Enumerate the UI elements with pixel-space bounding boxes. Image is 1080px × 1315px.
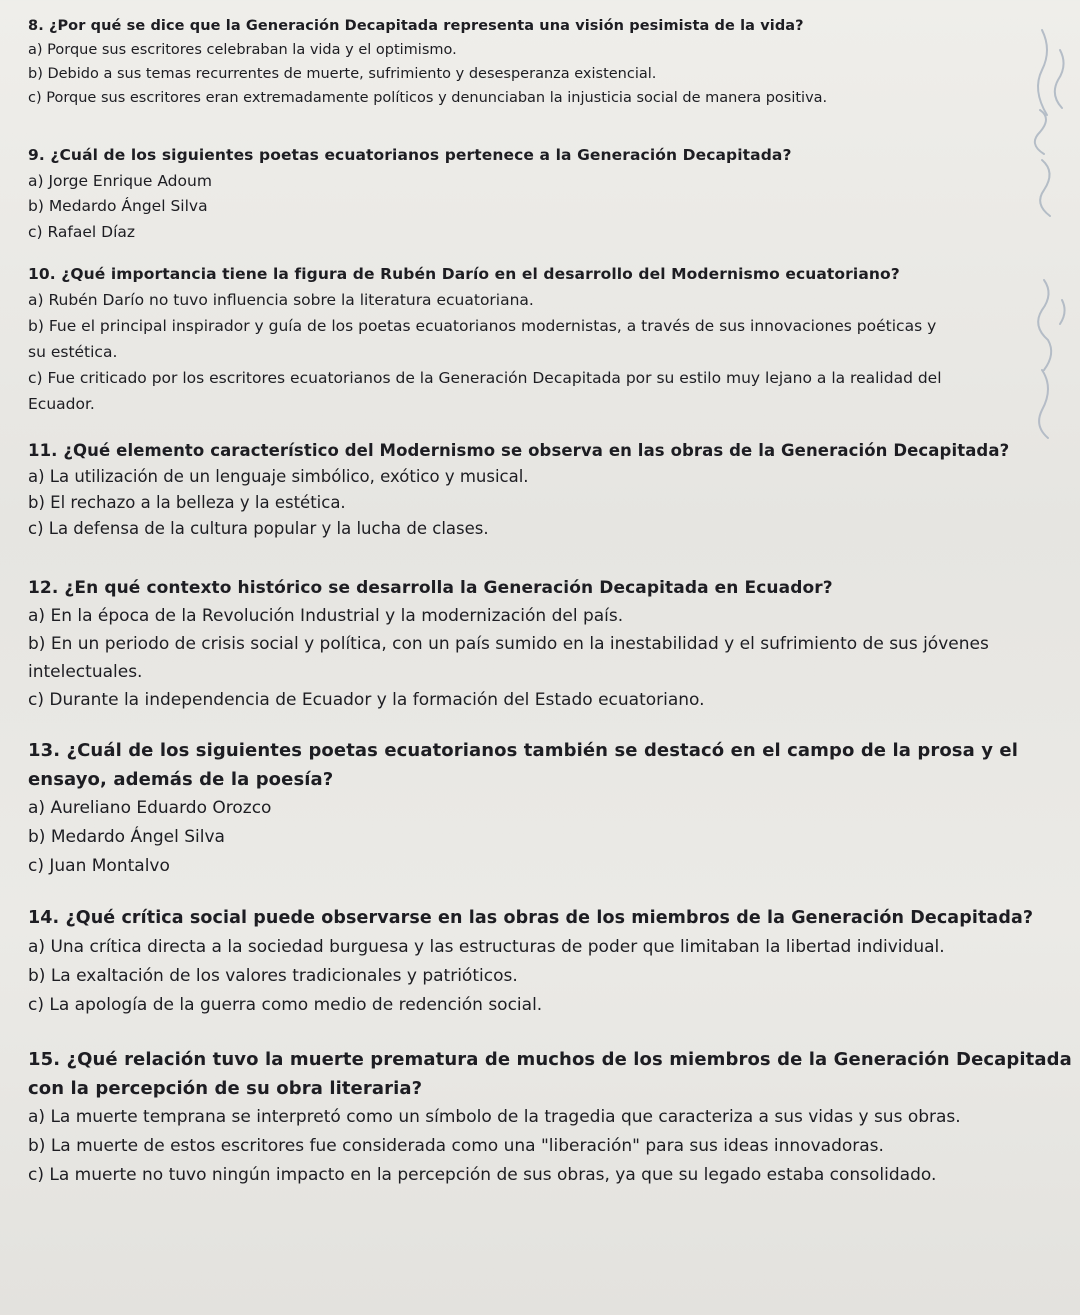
option-b: b) El rechazo a la belleza y la estética. <box>28 493 346 512</box>
option-a: a) En la época de la Revolución Industrial y la modernización del país. <box>28 606 624 626</box>
question-15 <box>28 1045 1073 1190</box>
option-a: a) Una crítica directa a la sociedad burguesa y las estructuras de poder que limitaban la libertad individual. <box>28 937 945 957</box>
question-title: 8. ¿Por qué se dice que la Generación Decapitada representa una visión pesimista de la vida? <box>28 18 804 34</box>
option-c: c) Rafael Díaz <box>28 222 136 241</box>
question-14 <box>28 904 1058 1020</box>
question-8 <box>28 14 1058 110</box>
option-b: b) Medardo Ángel Silva <box>28 197 208 215</box>
option-a: a) La utilización de un lenguaje simbólico, exótico y musical. <box>28 467 529 486</box>
question-title: 9. ¿Cuál de los siguientes poetas ecuatorianos pertenece a la Generación Decapitada? <box>28 146 792 164</box>
question-title: 14. ¿Qué crítica social puede observarse en las obras de los miembros de la Generación Decapitada? <box>28 908 1034 928</box>
question-title: 12. ¿En qué contexto histórico se desarrolla la Generación Decapitada en Ecuador? <box>28 578 833 598</box>
option-b: b) La exaltación de los valores tradicionales y patrióticos. <box>28 966 518 986</box>
option-b: b) Debido a sus temas recurrentes de muerte, sufrimiento y desesperanza existencial. <box>28 66 657 82</box>
question-title: 11. ¿Qué elemento característico del Modernismo se observa en las obras de la Generación Decapitada? <box>28 441 1010 460</box>
option-b: b) La muerte de estos escritores fue considerada como una "liberación" para sus ideas innovadoras. <box>28 1136 884 1156</box>
option-a: a) Aureliano Eduardo Orozco <box>28 798 272 818</box>
handwritten-margin-notes <box>1012 20 1080 440</box>
option-c: c) La apología de la guerra como medio de redención social. <box>28 995 543 1015</box>
option-c: c) Porque sus escritores eran extremadamente políticos y denunciaban la injusticia social de manera positiva. <box>28 90 828 106</box>
option-c: c) La muerte no tuvo ningún impacto en la percepción de sus obras, ya que su legado estaba consolidado. <box>28 1165 937 1185</box>
option-a: a) Porque sus escritores celebraban la vida y el optimismo. <box>28 42 457 58</box>
question-title: 13. ¿Cuál de los siguientes poetas ecuatorianos también se destacó en el campo de la prosa y el ensayo, además de la poesía? <box>28 740 1018 790</box>
option-a: a) La muerte temprana se interpretó como un símbolo de la tragedia que caracteriza a sus vidas y sus obras. <box>28 1107 961 1127</box>
option-b: b) En un periodo de crisis social y política, con un país sumido en la inestabilidad y el sufrimiento de sus jóvenes intelectuales. <box>28 634 989 682</box>
option-b: b) Fue el principal inspirador y guía de los poetas ecuatorianos modernistas, a través de sus innovaciones poéticas y su estética. <box>28 317 937 361</box>
question-title: 15. ¿Qué relación tuvo la muerte prematura de muchos de los miembros de la Generación Decapitada con la percepción de su obra literaria? <box>28 1049 1072 1099</box>
option-b: b) Medardo Ángel Silva <box>28 827 225 847</box>
question-13 <box>28 736 1028 881</box>
option-c: c) Durante la independencia de Ecuador y la formación del Estado ecuatoriano. <box>28 690 705 710</box>
option-c: c) Juan Montalvo <box>28 856 170 876</box>
option-a: a) Jorge Enrique Adoum <box>28 171 212 190</box>
option-c: c) Fue criticado por los escritores ecuatorianos de la Generación Decapitada por su estilo muy lejano a la realidad del Ecuador. <box>28 369 942 413</box>
question-11 <box>28 438 1058 542</box>
question-title: 10. ¿Qué importancia tiene la figura de Rubén Darío en el desarrollo del Modernismo ecuatoriano? <box>28 265 900 283</box>
question-10 <box>28 261 988 417</box>
question-12 <box>28 574 1058 714</box>
option-c: c) La defensa de la cultura popular y la lucha de clases. <box>28 519 489 538</box>
option-a: a) Rubén Darío no tuvo influencia sobre la literatura ecuatoriana. <box>28 291 534 309</box>
question-9 <box>28 143 1058 245</box>
